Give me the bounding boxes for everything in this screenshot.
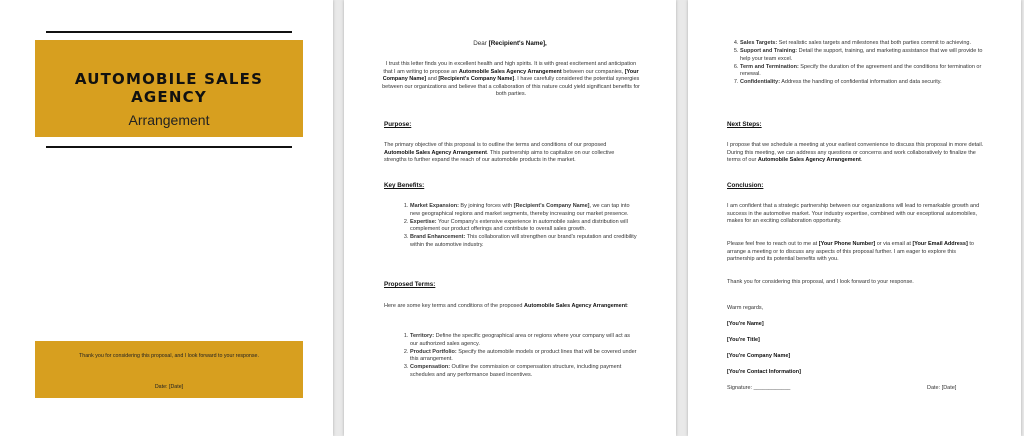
list-item: 7. Confidentiality: Address the handling of confidential information and data security. <box>740 79 988 87</box>
cover-thanks: Thank you for considering this proposal, and I look forward to your response. <box>79 353 259 359</box>
sender-company: [You're Company Name] <box>727 353 791 359</box>
sender-contact: [You're Contact Information] <box>727 369 801 375</box>
top-rule <box>46 31 292 33</box>
terms-list-2 <box>726 40 988 88</box>
thanks-line: Thank you for considering this proposal, and I look forward to your response. <box>727 279 914 285</box>
list-item: 6. Term and Termination: Specify the duration of the agreement and the conditions for termination or renewal. <box>740 64 988 79</box>
letter-page-1 <box>344 0 676 436</box>
sender-name: [You're Name] <box>727 321 764 327</box>
benefits-list <box>396 203 638 250</box>
list-item: 2. Product Portfolio: Specify the automobile models or product lines that will be covered under this arrangement. <box>410 349 638 364</box>
closing: Warm regards, <box>727 305 764 311</box>
benefits-heading: Key Benefits: <box>384 182 425 189</box>
next-steps-heading: Next Steps: <box>727 121 762 128</box>
list-item: 4. Sales Targets: Set realistic sales targets and milestones that both parties commit to achieving. <box>740 40 988 48</box>
greeting: Dear [Recipient's Name], <box>473 40 547 47</box>
cover-footer <box>35 341 303 398</box>
signature-line: Signature: ____________ <box>727 385 791 391</box>
list-item: 1. Market Expansion: By joining forces with [Recipient's Company Name], we can tap into new geographical regions and market segments, thereby increasing our market presence. <box>410 203 638 218</box>
cover-title: AUTOMOBILE SALES AGENCY <box>74 70 264 106</box>
intro-paragraph: I trust this letter finds you in excellent health and high spirits. It is with great excitement and anticipation that I am writing to propose an Automobile Sales Agency Arrangement between our companies, [Your Company Name] and [Recipient's Company Name]. I have carefully considered the potential synergies between our organizations and believe that a collaboration of this nature could yield significant benefits for both parties. <box>382 61 640 98</box>
conclusion-heading: Conclusion: <box>727 182 764 189</box>
next-steps-paragraph: I propose that we schedule a meeting at your earliest convenience to discuss this proposal in more detail. During this meeting, we can address any questions or concerns and work collaboratively to finalize the terms of our Automobile Sales Agency Arrangement. <box>727 142 984 164</box>
contact-paragraph: Please feel free to reach out to me at [Your Phone Number] or via email at [Your Email Address] to arrange a meeting or to discuss any aspects of this proposal further. I am eager to explore this partnership and its potential benefits with you. <box>727 241 974 263</box>
list-item: 5. Support and Training: Detail the support, training, and marketing assistance that we will provide to help your team excel. <box>740 48 988 63</box>
terms-intro: Here are some key terms and conditions of the proposed Automobile Sales Agency Arrangement: <box>384 303 629 309</box>
conclusion-paragraph: I am confident that a strategic partnership between our organizations will lead to remarkable growth and success in the automotive market. Your industry expertise, combined with our exceptional automobiles, makes for an exciting collaboration opportunity. <box>727 203 980 225</box>
letter-date: Date: [Date] <box>927 385 957 391</box>
cover-subtitle: Arrangement <box>128 112 210 128</box>
bottom-rule <box>46 146 292 148</box>
letter-page-2 <box>688 0 1021 436</box>
list-item: 3. Brand Enhancement: This collaboration will strengthen our brand's reputation and credibility within the automotive industry. <box>410 234 638 249</box>
list-item: 3. Compensation: Outline the commission or compensation structure, including payment schedules and any performance based incentives. <box>410 364 638 379</box>
list-item: 2. Expertise: Your Company's extensive experience in automobile sales and distribution will complement our product offerings and contribute to overall sales growth. <box>410 219 638 234</box>
terms-heading: Proposed Terms: <box>384 281 436 288</box>
purpose-heading: Purpose: <box>384 121 412 128</box>
cover-date: Date: [Date] <box>154 384 184 390</box>
cover-page <box>0 0 333 436</box>
sender-title: [You're Title] <box>727 337 760 343</box>
title-banner <box>35 40 303 137</box>
terms-list-1 <box>396 333 638 380</box>
purpose-paragraph: The primary objective of this proposal is to outline the terms and conditions of our proposed Automobile Sales Agency Arrangement. This partnership aims to capitalize on our collective strengths to further expand the reach of our automobile products in the market. <box>384 142 615 164</box>
list-item: 1. Territory: Define the specific geographical area or regions where your company will act as our authorized sales agency. <box>410 333 638 348</box>
